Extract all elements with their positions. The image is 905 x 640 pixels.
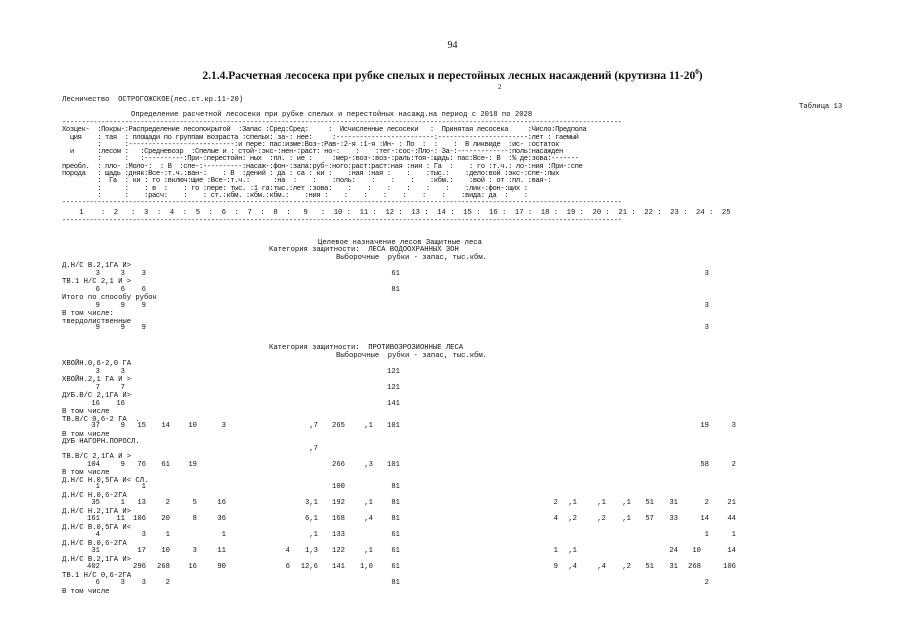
- cell-c2: 31: [91, 547, 100, 555]
- cell-c12: 121: [387, 383, 400, 392]
- cell-c18: ,1: [568, 547, 577, 555]
- page-number: 94: [447, 40, 458, 51]
- cell-c20: ,1: [622, 515, 631, 523]
- heading-subscript: 2: [498, 83, 502, 91]
- cell-c25: 14: [727, 547, 736, 555]
- row-label: В том числе: [62, 430, 110, 439]
- cell-c21: 51: [645, 499, 654, 507]
- cell-c21: 51: [645, 563, 654, 571]
- cell-c4: 9: [141, 301, 146, 310]
- cell-c2: 1: [95, 483, 100, 491]
- cell-c4: 15: [137, 422, 146, 430]
- cell-c22: 33: [669, 515, 678, 523]
- cell-c9: 1,3: [305, 547, 318, 555]
- header-line: и :лесом : :Средневозр :Спелые и : стой-:экс-:нен-:раст: но-: : :тег-:сос-:Плo-: За-:-------------:поль:насажден: [62, 148, 563, 157]
- table-title: Определение расчетной лесосеки при рубке спелых и перестойных насажд.на период с 2018 по 2028: [131, 111, 533, 119]
- cell-c4: 3: [141, 579, 146, 587]
- cell-c5: 268: [157, 563, 170, 571]
- row-label: Д.Н/С В.0,5ГА И<: [62, 523, 132, 532]
- cell-c12: 101: [387, 460, 400, 469]
- cell-c3: 16: [116, 399, 125, 408]
- row-sublabel: ТВ.В/С 0,6-2 ГА .: [62, 415, 140, 424]
- row-sublabel: ДУБ НАГОРН.ПОРОСЛ.: [62, 438, 140, 446]
- cell-c23: 10: [692, 547, 701, 555]
- cell-c12: 61: [391, 563, 400, 571]
- cell-c12: 61: [391, 269, 400, 278]
- cell-c17: 1: [553, 547, 558, 555]
- row-label: Итого по способу рубок: [62, 294, 157, 302]
- cell-c23: 268: [688, 563, 701, 571]
- cell-c3: 6: [120, 285, 125, 294]
- cell-c2: 35: [91, 499, 100, 507]
- cell-c25: 44: [727, 515, 736, 523]
- row-label: В том числе: [62, 587, 110, 596]
- cell-c7: 16: [217, 499, 226, 507]
- section1-category: Категория защитности: ЛЕСА ВОДООХРАННЫХ ЗОН: [269, 246, 459, 254]
- cell-c6: 3: [192, 547, 197, 555]
- forestry-line: Лесничество ОСТРОГОЖСКОЕ(лес.ст.кр.11-20): [62, 96, 244, 104]
- cell-c3: 7: [120, 383, 125, 392]
- header-line: Хозцек- :Покры-:Распределение лесопокрытой :Запас :Сред:Сред: : Исчисленные лесосеки : Принятая лесосека :Число:Предпола: [62, 126, 587, 135]
- cell-c4: 17: [137, 547, 146, 555]
- section1-purpose: Целевое назначение лесов Защитные леса: [318, 239, 482, 247]
- cell-c10: 192: [332, 499, 345, 507]
- row-label: В том числе: [62, 469, 110, 477]
- section1-cutting: Выборочные рубки - запас, тыс.кбм.: [336, 254, 487, 262]
- cell-c12: 61: [391, 547, 400, 555]
- cell-c5: 2: [165, 499, 170, 507]
- section-heading: [0, 68, 905, 82]
- cell-c12: 81: [391, 579, 400, 587]
- cell-c24: 58: [700, 460, 709, 469]
- cell-c10: 168: [332, 515, 345, 523]
- cell-c12: 81: [391, 483, 400, 491]
- cell-c3: 1: [120, 499, 125, 507]
- cell-c17: 4: [553, 515, 558, 523]
- header-line: порода : щадь :дняк:Все-:т.ч.:ван-: : В :дений : да : са : ки : :ная :ная : : :тыс.: :дело:вой :экс-:спе-:лых: [62, 170, 559, 179]
- cell-c9: 6,1: [305, 515, 318, 523]
- cell-c12: 121: [387, 367, 400, 376]
- cell-c6: 16: [188, 563, 197, 571]
- cell-c10: 133: [332, 531, 345, 539]
- cell-c24: 3: [704, 324, 709, 332]
- row-sublabel: твердолиственные: [62, 317, 132, 326]
- cell-c5: 2: [165, 579, 170, 587]
- cell-c11: ,4: [364, 515, 373, 523]
- cell-c20: ,2: [622, 563, 631, 571]
- cell-c12: 81: [391, 515, 400, 523]
- cell-c24: 14: [700, 515, 709, 523]
- cell-c25: 1: [731, 531, 736, 539]
- cell-c5: 14: [161, 422, 170, 430]
- cell-c2: 4: [95, 531, 100, 539]
- section2-category: Категория защитности: ПРОТИВОЭРОЗИОННЫЕ ЛЕСА: [269, 344, 464, 352]
- cell-c5: 10: [161, 547, 170, 555]
- cell-c10: 122: [332, 547, 345, 555]
- row-label: Д.Н/С Н.0,6-2ГА: [62, 491, 127, 500]
- cell-c24: 3: [704, 269, 709, 278]
- cell-c4: 1: [141, 483, 146, 491]
- cell-c4: 3: [141, 269, 146, 278]
- cell-c25: 106: [723, 563, 736, 571]
- table-label: Таблица 13: [799, 103, 843, 111]
- cell-c3: 3: [120, 579, 125, 587]
- cell-c24: 2: [704, 579, 709, 587]
- cell-c25: 3: [731, 422, 736, 430]
- cell-c12: 81: [391, 285, 400, 294]
- cell-c2: 3: [95, 269, 100, 278]
- cell-c24: 3: [704, 301, 709, 310]
- cell-c3: 9: [120, 422, 125, 430]
- cell-c3: 9: [120, 324, 125, 332]
- cell-c4: 76: [137, 460, 146, 469]
- cell-c7: 36: [217, 515, 226, 523]
- cell-c6: 8: [192, 515, 197, 523]
- header-lines: [62, 127, 842, 200]
- row-label: Д.Н/С В.2,1ГА И>: [62, 262, 132, 270]
- cell-c2: 9: [95, 324, 100, 332]
- cell-c18: ,4: [568, 563, 577, 571]
- cell-c3: 3: [120, 367, 125, 376]
- cell-c2: 16: [91, 399, 100, 408]
- cell-c20: ,1: [622, 499, 631, 507]
- header-line: : :---------------------------:и пере: пас:изме:Воз-:Рав-:2-я :1-я :Ин- : По : : : В ликвиде :ис- :остаток: [62, 140, 559, 149]
- cell-c7: 3: [221, 422, 226, 430]
- cell-c11: ,1: [364, 422, 373, 430]
- header-line: : : :расч: : : ст.:кбм. :кбм.:кбм.: :ния : : : : : : : :вида: да : :: [62, 191, 528, 200]
- cell-c4: 13: [137, 499, 146, 507]
- cell-c4: 9: [141, 324, 146, 332]
- heading-text: 2.1.4.Расчетная лесосека при рубке спелых и перестойных лесных насаждений (крутизна 11-20: [202, 69, 696, 82]
- row-label: ХВОЙН.2,1 ГА И >: [62, 376, 132, 384]
- cell-c21: 57: [645, 515, 654, 523]
- cell-c2: 7: [95, 383, 100, 392]
- row-label: В том числе: [62, 408, 110, 416]
- cell-c2: 37: [91, 422, 100, 430]
- cell-c24: 19: [700, 422, 709, 430]
- cell-c19: ,2: [597, 515, 606, 523]
- cell-c2: 161: [87, 515, 100, 523]
- cell-c9: ,7: [309, 444, 318, 453]
- cell-c24: 2: [704, 499, 709, 507]
- cell-c2: 6: [95, 285, 100, 294]
- cell-c3: 11: [116, 515, 125, 523]
- cell-c10: 266: [332, 460, 345, 469]
- cell-c9: ,7: [309, 422, 318, 430]
- cell-c11: ,1: [364, 499, 373, 507]
- row-label: В том числе:: [62, 310, 114, 318]
- cell-c17: 2: [553, 499, 558, 507]
- cell-c11: ,1: [364, 547, 373, 555]
- header-rule-top: -----------------------------------------------------------------------------------------------------------------------------------------------: [62, 120, 622, 127]
- heading-closing: ): [698, 69, 703, 82]
- cell-c7: 11: [217, 547, 226, 555]
- cell-c9: 3,1: [305, 499, 318, 507]
- cell-c7: 1: [221, 531, 226, 539]
- cell-c18: ,1: [568, 499, 577, 507]
- cell-c6: 5: [192, 499, 197, 507]
- cell-c4: 296: [133, 563, 146, 571]
- cell-c12: 141: [387, 399, 400, 408]
- cell-c2: 3: [95, 367, 100, 376]
- header-rule-bottom: -----------------------------------------------------------------------------------------------------------------------------------------------: [62, 216, 622, 225]
- cell-c12: 101: [387, 422, 400, 430]
- cell-c10: 100: [332, 483, 345, 491]
- cell-c5: 20: [161, 515, 170, 523]
- cell-c2: 6: [95, 579, 100, 587]
- cell-c12: 81: [391, 499, 400, 507]
- row-label: Д.Н/С В.2,1ГА И>: [62, 555, 132, 564]
- cell-c7: 90: [217, 563, 226, 571]
- heading-superscript: 0: [695, 68, 699, 76]
- cell-c10: 141: [332, 563, 345, 571]
- cell-c22: 31: [669, 563, 678, 571]
- cell-c17: 9: [553, 563, 558, 571]
- cell-c11: ,3: [364, 460, 373, 469]
- header-line: : : :----------:При-:перестойн: ных :пл. : ие : :мер-:воз-:воз-:раль:тоя-:щадь: пас:Все-: В :% де:зова:-------: [62, 155, 579, 164]
- row-label: Д.Н/С В.0,6-2ГА: [62, 539, 127, 548]
- cell-c3: 9: [120, 301, 125, 310]
- cell-c6: 19: [188, 460, 197, 469]
- header-line: : Га : ки : го :включ:щие :Все-:т.ч.: :на : : :поль: : : : :кбм.: :вой : от :пл. :вая-:: [62, 177, 552, 186]
- cell-c4: 6: [141, 285, 146, 294]
- row-sublabel: Д.Н/С Н.0,5ГА И< СЛ.: [62, 476, 149, 485]
- cell-c25: 2: [731, 460, 736, 469]
- row-label: Д.Н/С Н.2,1ГА И>: [62, 507, 132, 516]
- cell-c5: 61: [161, 460, 170, 469]
- cell-c2: 9: [95, 301, 100, 310]
- cell-c22: 24: [669, 547, 678, 555]
- cell-c18: ,2: [568, 515, 577, 523]
- cell-c25: 21: [727, 499, 736, 507]
- cell-c19: ,1: [597, 499, 606, 507]
- cell-c6: 10: [188, 422, 197, 430]
- cell-c4: 3: [141, 531, 146, 539]
- row-label: ДУБ.В/С 2,1ГА И>: [62, 392, 132, 400]
- header-line: ция : тая : площади по группам возраста :спелых: за-: нее: :-------------------------:-----------------------:лет : гаемый: [62, 133, 579, 142]
- cell-c9: ,1: [309, 531, 318, 539]
- header-line: преобл. : пло- :Моло-: : В :спе-:----------:насаж-:фон-:запа:руб-:ного:раст:раст:ная :ния : Га : : го :т.ч.: ло-:ния :При-:спе: [62, 162, 583, 171]
- row-label: ТВ.1 Н/С 2,1 И >: [62, 278, 132, 286]
- header-rule-mid: -----------------------------------------------------------------------------------------------------------------------------------------------: [62, 199, 622, 208]
- cell-c19: ,4: [597, 563, 606, 571]
- cell-c24: 1: [704, 531, 709, 539]
- cell-c2: 402: [87, 563, 100, 571]
- cell-c5: 1: [165, 531, 170, 539]
- cell-c8: 6: [285, 563, 290, 571]
- cell-c10: 265: [332, 422, 345, 430]
- cell-c3: 9: [120, 460, 125, 469]
- column-numbers: 1 : 2 : 3 : 4 : 5 : 6 : 7 : 8 : 9 : 10 : 11 : 12 : 13 : 14 : 15 : 16 : 17 : 18 : 19 : 20 : 21 : 22 : 23 : 24 : 25: [62, 208, 731, 217]
- cell-c12: 61: [391, 531, 400, 539]
- cell-c22: 31: [669, 499, 678, 507]
- cell-c4: 106: [133, 515, 146, 523]
- table-header: [62, 120, 842, 225]
- row-label: ТВ.В/С 2,1ГА И >: [62, 453, 132, 461]
- header-line: : : : в : : го :пере: тыс. :1 га:тыс.:лет :зова: : : : : : : :лик-:фон-:щих :: [62, 184, 528, 193]
- cell-c3: 3: [120, 269, 125, 278]
- row-label: ТВ.1 Н/С 0,6-2ГА: [62, 571, 132, 580]
- section2-cutting: Выборочные рубки - запас, тыс.кбм.: [336, 352, 487, 360]
- cell-c2: 104: [87, 460, 100, 469]
- cell-c9: 12,6: [300, 563, 318, 571]
- row-label: ХВОЙН.0,6-2,0 ГА: [62, 360, 132, 368]
- cell-c11: 1,0: [360, 563, 373, 571]
- cell-c8: 4: [285, 547, 290, 555]
